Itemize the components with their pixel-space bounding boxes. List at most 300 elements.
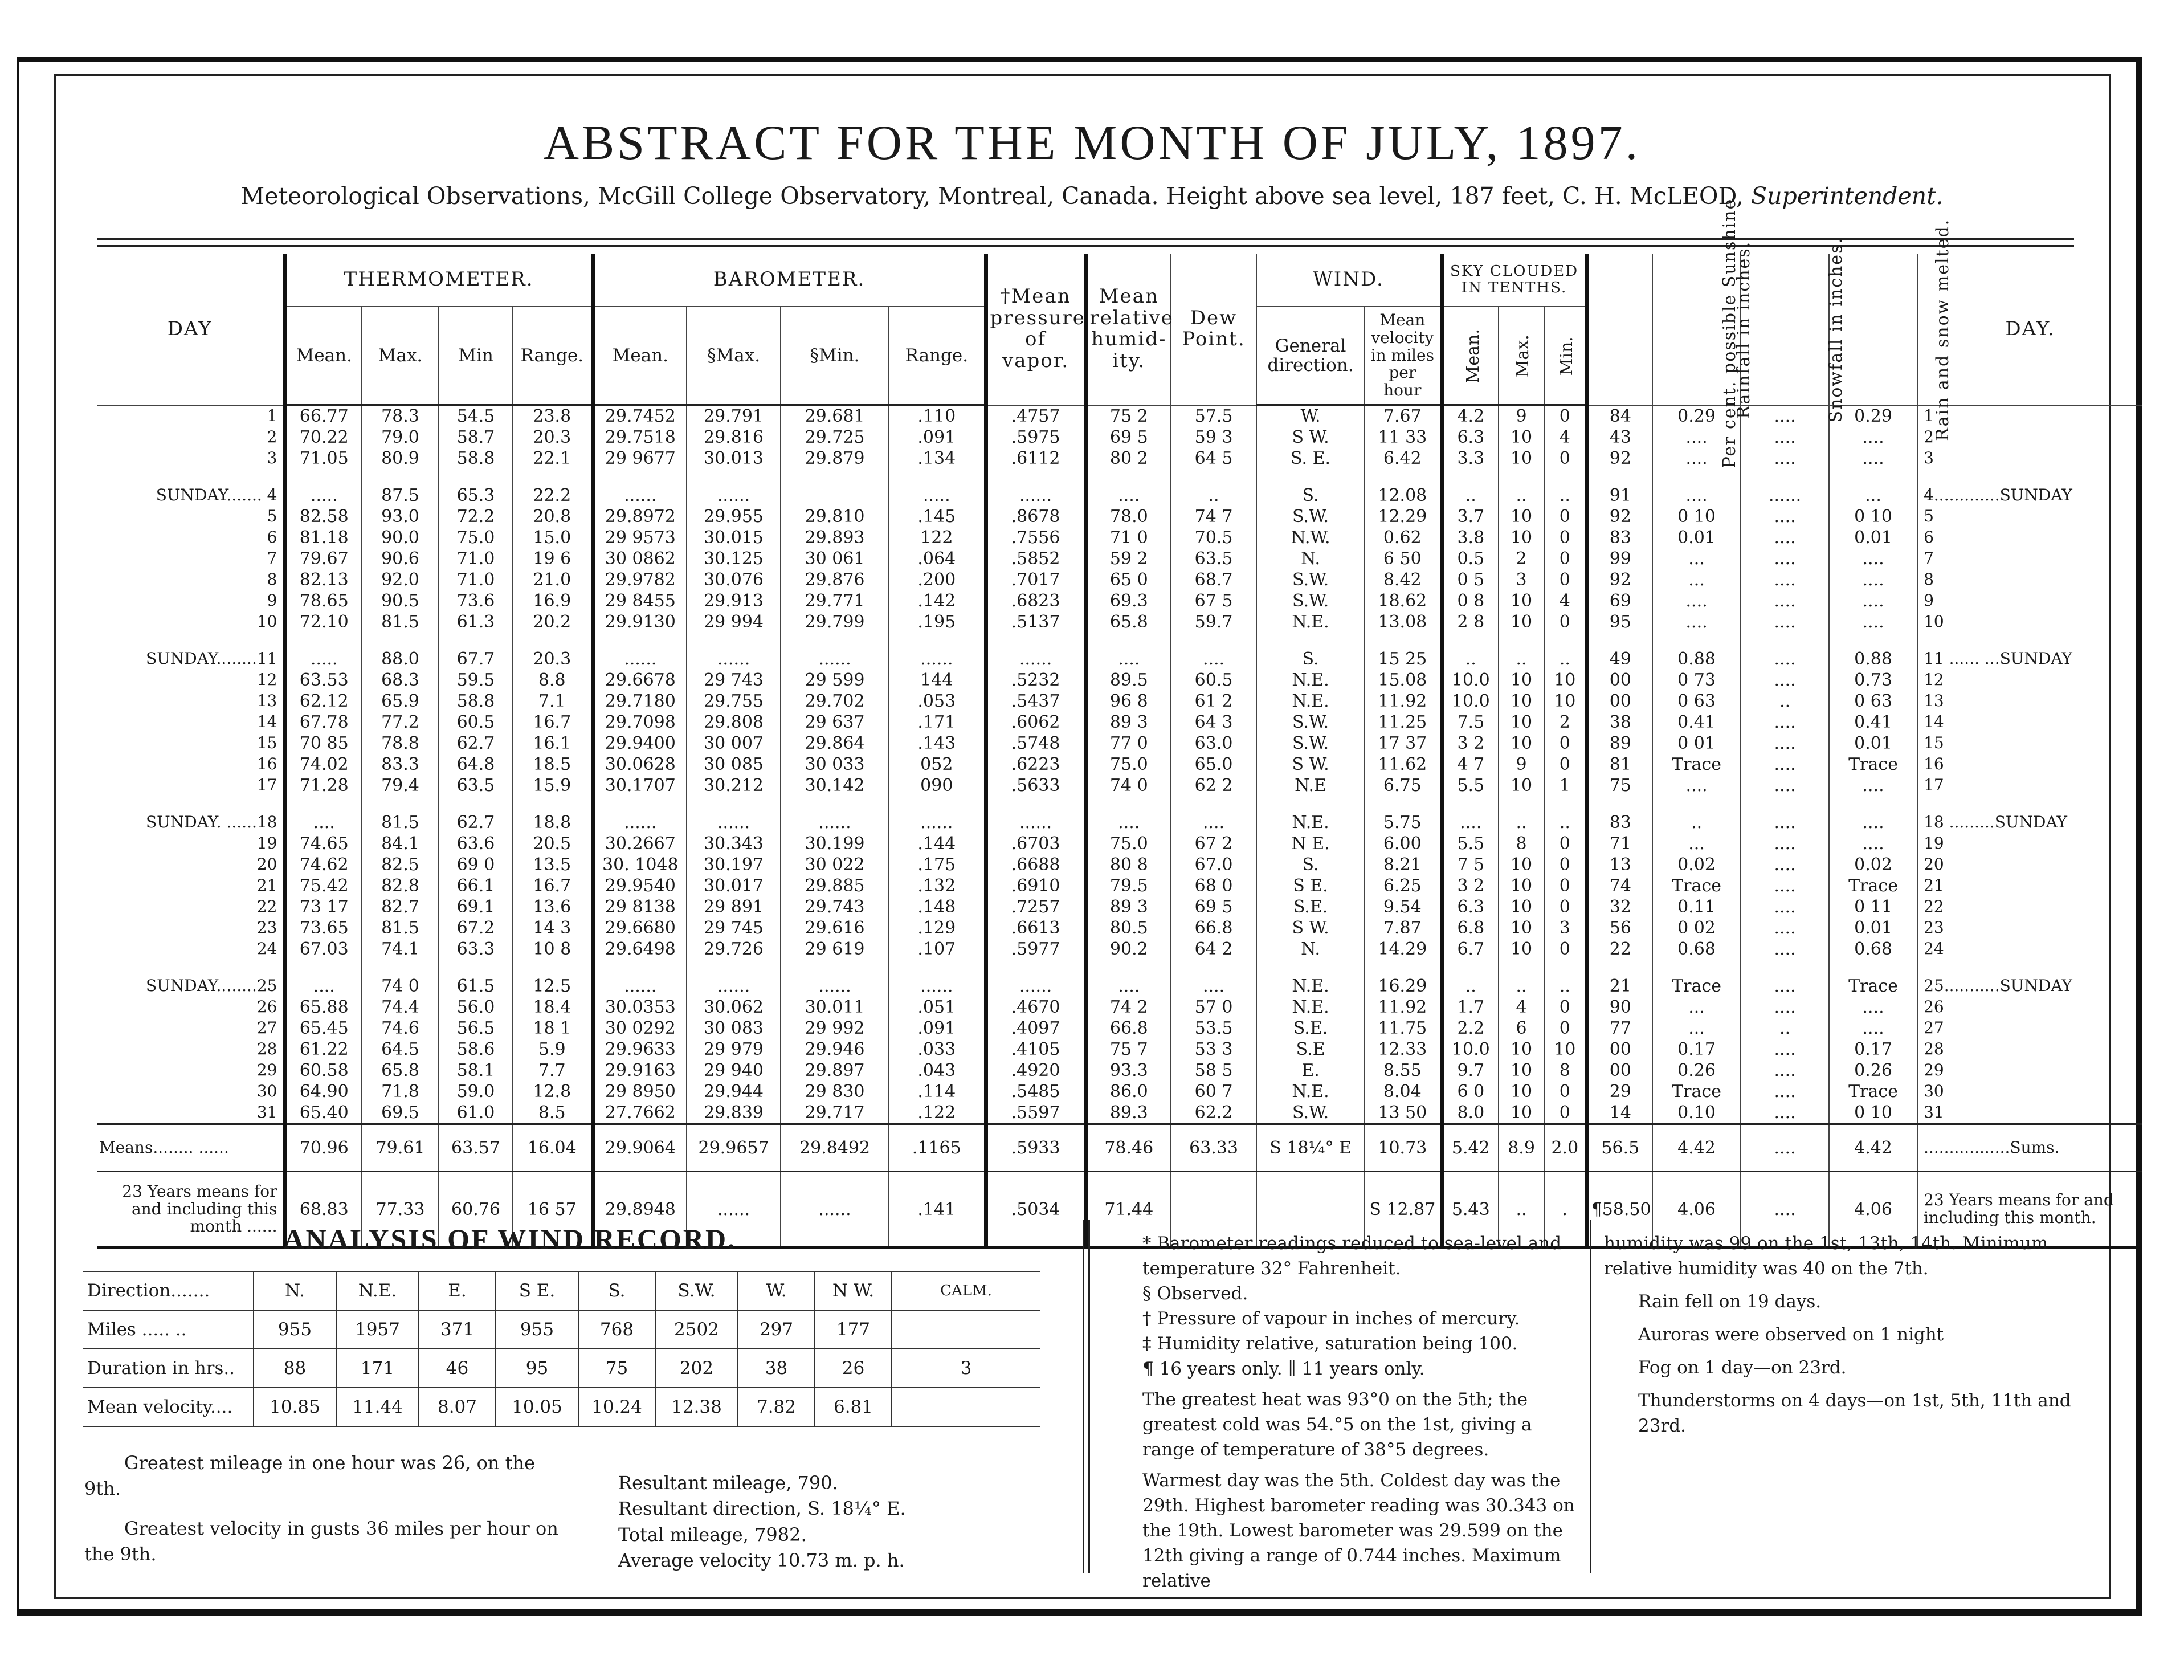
cell-sx: 10 — [1499, 448, 1544, 469]
cell-sm: 5.5 — [1442, 775, 1499, 796]
cell-tn: 58.1 — [439, 1060, 513, 1081]
cell-hu: 69.3 — [1085, 590, 1171, 611]
header-rain-snow: Rain and snow melted. — [1829, 254, 1917, 405]
spacer-cell — [1652, 469, 1741, 485]
year-means-bm: 29.8948 — [593, 1172, 687, 1248]
day-label-right: 25...........SUNDAY — [1917, 976, 2142, 997]
year-means-tm: 68.83 — [285, 1172, 362, 1248]
cell-wd: N. — [1256, 939, 1365, 960]
spacer-cell — [1499, 633, 1544, 649]
cell-wd: E. — [1256, 1060, 1365, 1081]
cell-sx: 10 — [1499, 775, 1544, 796]
means-tn: 63.57 — [439, 1124, 513, 1172]
cell-rs: 0.01 — [1829, 918, 1917, 939]
miles-row-value: 371 — [419, 1310, 496, 1349]
duration-row-value: 95 — [496, 1349, 578, 1388]
spacer-cell — [1652, 960, 1741, 976]
cell-dp: 64 2 — [1171, 939, 1256, 960]
spacer-cell — [439, 960, 513, 976]
cell-sx: 10 — [1499, 590, 1544, 611]
day-label: 31 — [256, 1103, 277, 1122]
cell-sm: 3.7 — [1442, 506, 1499, 527]
cell-rf: ... — [1652, 997, 1741, 1018]
cell-sf: .... — [1741, 670, 1829, 691]
cell-sm: .... — [1442, 812, 1499, 833]
header-wind-direction: General direction. — [1256, 307, 1365, 405]
cell-sn: 0 — [1544, 1102, 1587, 1124]
footnote-barometer: * Barometer readings reduced to sea-level and temperature 32° Fahrenheit. — [1142, 1233, 1562, 1279]
cell-tr: 19 6 — [513, 548, 593, 569]
spacer-row — [97, 960, 2142, 976]
cell-bn: 30 033 — [781, 754, 889, 775]
cell-tr: 8.5 — [513, 1102, 593, 1124]
cell-ss: 21 — [1587, 976, 1652, 997]
cell-bn: 29.864 — [781, 733, 889, 754]
cell-rf: Trace — [1652, 875, 1741, 896]
cell-sf: .... — [1741, 754, 1829, 775]
direction-row-value: N.E. — [336, 1271, 419, 1310]
cell-rs: Trace — [1829, 875, 1917, 896]
cell-bm: 29.8972 — [593, 506, 687, 527]
cell-bx: 29.913 — [687, 590, 781, 611]
spacer-cell — [593, 633, 687, 649]
cell-sm: 5.5 — [1442, 833, 1499, 854]
spacer-cell — [1544, 633, 1587, 649]
cell-sn: 0 — [1544, 1018, 1587, 1039]
spacer-cell — [1829, 469, 1917, 485]
day-label: 28 — [256, 1039, 277, 1059]
paragraph-warmest: Warmest day was the 5th. Coldest day was the 29th. Highest barometer reading was 30.343 on the 19th. Lowest barometer was 29.599 on the 12th giving a range of 0.744 inches. Maximum relative — [1142, 1470, 1575, 1592]
cell-ss: 74 — [1587, 875, 1652, 896]
table-row — [97, 754, 2142, 775]
cell-sm: 10.0 — [1442, 1039, 1499, 1060]
cell-hu: 78.0 — [1085, 506, 1171, 527]
cell-wv: 5.75 — [1365, 812, 1442, 833]
cell-bm: 29.9782 — [593, 569, 687, 590]
spacer-cell — [1544, 469, 1587, 485]
spacer-cell — [1499, 960, 1544, 976]
cell-tn: 56.0 — [439, 997, 513, 1018]
day-label-right: 8 — [1917, 569, 2142, 590]
cell-dp: 59 3 — [1171, 427, 1256, 448]
day-label: 29 — [256, 1061, 277, 1080]
spacer-cell — [1256, 469, 1365, 485]
table-row — [97, 775, 2142, 796]
cell-rs: 0.88 — [1829, 649, 1917, 670]
cell-rf: .. — [1652, 812, 1741, 833]
cell-rf: .... — [1652, 485, 1741, 506]
cell-bx: ...... — [687, 976, 781, 997]
cell-sx: 10 — [1499, 527, 1544, 548]
cell-rs: 0.17 — [1829, 1039, 1917, 1060]
means-tr: 16.04 — [513, 1124, 593, 1172]
day-label: 23 — [256, 918, 277, 937]
day-label: 19 — [256, 834, 277, 853]
header-sunshine: Per cent. possible Sunshine. — [1587, 254, 1652, 405]
cell-bm: 30.1707 — [593, 775, 687, 796]
cell-sn: 0 — [1544, 733, 1587, 754]
cell-tr: 20.5 — [513, 833, 593, 854]
cell-tn: 62.7 — [439, 733, 513, 754]
cell-ss: 38 — [1587, 712, 1652, 733]
cell-sm: 10.0 — [1442, 670, 1499, 691]
day-label-right: 16 — [1917, 754, 2142, 775]
day-label: SUNDAY........11 — [145, 649, 277, 668]
cell-sn: 2 — [1544, 712, 1587, 733]
cell-rs: 0.26 — [1829, 1060, 1917, 1081]
cell-sx: 6 — [1499, 1018, 1544, 1039]
cell-tn: 62.7 — [439, 812, 513, 833]
year-means-bx: ...... — [687, 1172, 781, 1248]
header-sky-mean: Mean. — [1442, 307, 1499, 405]
cell-bn — [781, 485, 889, 506]
cell-tr: 18.4 — [513, 997, 593, 1018]
day-label-right: 21 — [1917, 875, 2142, 896]
cell-wd: N.E. — [1256, 812, 1365, 833]
spacer-cell — [1085, 796, 1171, 812]
cell-ss: 83 — [1587, 812, 1652, 833]
means-wd: S 18¼° E — [1256, 1124, 1365, 1172]
spacer-cell — [513, 633, 593, 649]
cell-rs: 0 10 — [1829, 506, 1917, 527]
table-row — [97, 485, 2142, 506]
means-sx: 8.9 — [1499, 1124, 1544, 1172]
day-label: 7 — [267, 549, 277, 568]
header-barometer: BAROMETER. — [593, 254, 986, 307]
cell-sx: 4 — [1499, 997, 1544, 1018]
cell-rs: 0.41 — [1829, 712, 1917, 733]
cell-ss: 81 — [1587, 754, 1652, 775]
table-row — [97, 670, 2142, 691]
cell-wv: 6.00 — [1365, 833, 1442, 854]
cell-tr: 21.0 — [513, 569, 593, 590]
spacer-cell — [1365, 633, 1442, 649]
cell-sf: .... — [1741, 712, 1829, 733]
spacer-row — [97, 796, 2142, 812]
cell-tx: 64.5 — [362, 1039, 439, 1060]
cell-rf: 0.41 — [1652, 712, 1741, 733]
footnote-years: ¶ 16 years only. ∥ 11 years only. — [1142, 1359, 1425, 1380]
cell-wv: 13.08 — [1365, 611, 1442, 633]
cell-bx: 29 940 — [687, 1060, 781, 1081]
cell-rs: 0.68 — [1829, 939, 1917, 960]
cell-tm: 79.67 — [285, 548, 362, 569]
cell-sf: .... — [1741, 997, 1829, 1018]
velocity-row-value: 10.85 — [254, 1388, 336, 1426]
cell-tn: 59.0 — [439, 1081, 513, 1102]
table-row — [97, 1081, 2142, 1102]
day-label: 13 — [256, 691, 277, 711]
cell-sf: .... — [1741, 1081, 1829, 1102]
cell-vp: .6703 — [986, 833, 1085, 854]
cell-rs: .... — [1829, 590, 1917, 611]
cell-br: .175 — [889, 854, 986, 875]
cell-sn: 10 — [1544, 691, 1587, 712]
velocity-row-value — [892, 1388, 1040, 1426]
cell-ss: 56 — [1587, 918, 1652, 939]
cell-bn: 29.717 — [781, 1102, 889, 1124]
cell-wd: S.W. — [1256, 1102, 1365, 1124]
cell-br: 090 — [889, 775, 986, 796]
spacer-cell — [362, 796, 439, 812]
spacer-cell — [1917, 796, 2142, 812]
cell-tx: 79.0 — [362, 427, 439, 448]
spacer-row — [97, 633, 2142, 649]
cell-sx: 10 — [1499, 939, 1544, 960]
cell-tn: 63.3 — [439, 939, 513, 960]
cell-sm: 0 5 — [1442, 569, 1499, 590]
cell-tr: 18.5 — [513, 754, 593, 775]
cell-sn: 0 — [1544, 854, 1587, 875]
note-greatest-mileage: Greatest mileage in one hour was 26, on the 9th. — [84, 1452, 536, 1500]
cell-tn: 56.5 — [439, 1018, 513, 1039]
cell-bn: 29 992 — [781, 1018, 889, 1039]
spacer-cell — [1829, 796, 1917, 812]
header-sky: SKY CLOUDED IN TENTHS. — [1442, 254, 1587, 307]
cell-ss: 00 — [1587, 670, 1652, 691]
cell-sm: 1.7 — [1442, 997, 1499, 1018]
cell-tx: 90.5 — [362, 590, 439, 611]
cell-dp: 68 0 — [1171, 875, 1256, 896]
cell-wv: 11.92 — [1365, 997, 1442, 1018]
cell-bm: 29.6678 — [593, 670, 687, 691]
cell-tx: 65.9 — [362, 691, 439, 712]
spacer-cell — [1365, 469, 1442, 485]
cell-sx: 10 — [1499, 611, 1544, 633]
spacer-cell — [1544, 960, 1587, 976]
cell-bm: 29.7180 — [593, 691, 687, 712]
cell-rs: Trace — [1829, 976, 1917, 997]
cell-rf: 0 73 — [1652, 670, 1741, 691]
cell-bx: 30.212 — [687, 775, 781, 796]
cell-hu: 89.5 — [1085, 670, 1171, 691]
table-row — [97, 918, 2142, 939]
spacer-cell — [1829, 960, 1917, 976]
header-therm-max: Max. — [362, 307, 439, 405]
cell-sm: 2.2 — [1442, 1018, 1499, 1039]
spacer-cell — [593, 469, 687, 485]
rule-top-1 — [97, 238, 2074, 240]
cell-dp: 62.2 — [1171, 1102, 1256, 1124]
year-means-br: .141 — [889, 1172, 986, 1248]
spacer-cell — [1741, 960, 1829, 976]
spacer-cell — [439, 796, 513, 812]
divider-1a — [1083, 1220, 1084, 1573]
cell-ss: 92 — [1587, 506, 1652, 527]
day-label-right: 3 — [1917, 448, 2142, 469]
miles-row-value: 2502 — [655, 1310, 738, 1349]
spacer-cell — [986, 469, 1085, 485]
day-label-right: 27 — [1917, 1018, 2142, 1039]
spacer-cell — [1829, 633, 1917, 649]
cell-br: .091 — [889, 1018, 986, 1039]
cell-rs: .... — [1829, 427, 1917, 448]
divider-1b — [1088, 1220, 1090, 1573]
cell-tn: 58.8 — [439, 691, 513, 712]
duration-row-value: 171 — [336, 1349, 419, 1388]
cell-ss: 83 — [1587, 527, 1652, 548]
means-dp: 63.33 — [1171, 1124, 1256, 1172]
day-label-right: 18 .........SUNDAY — [1917, 812, 2142, 833]
cell-hu: 75.0 — [1085, 754, 1171, 775]
direction-row-value: N. — [254, 1271, 336, 1310]
cell-vp: .7556 — [986, 527, 1085, 548]
resultant-mileage: Resultant mileage, 790. — [618, 1472, 838, 1494]
spacer-cell — [97, 960, 285, 976]
cell-ss: 69 — [1587, 590, 1652, 611]
cell-sm: 9.7 — [1442, 1060, 1499, 1081]
means-bn: 29.8492 — [781, 1124, 889, 1172]
cell-br: .122 — [889, 1102, 986, 1124]
day-label: 26 — [256, 997, 277, 1017]
cell-br: .144 — [889, 833, 986, 854]
cell-rs: 0.73 — [1829, 670, 1917, 691]
cell-tx: 69.5 — [362, 1102, 439, 1124]
cell-dp: .. — [1171, 485, 1256, 506]
cell-bn: 29 599 — [781, 670, 889, 691]
day-label: 12 — [256, 670, 277, 690]
table-row — [97, 712, 2142, 733]
day-label-right: 30 — [1917, 1081, 2142, 1102]
cell-ss: 99 — [1587, 548, 1652, 569]
cell-wv: 8.55 — [1365, 1060, 1442, 1081]
cell-hu: .... — [1085, 649, 1171, 670]
cell-bx: 29 743 — [687, 670, 781, 691]
cell-sm: 7 5 — [1442, 854, 1499, 875]
cell-bx: 29.816 — [687, 427, 781, 448]
cell-sm: 6 0 — [1442, 1081, 1499, 1102]
cell-dp: 74 7 — [1171, 506, 1256, 527]
paragraph-heat: The greatest heat was 93°0 on the 5th; the greatest cold was 54.°5 on the 1st, giving a range of temperature of 38°5 degrees. — [1142, 1389, 1532, 1461]
cell-tm: 82.58 — [285, 506, 362, 527]
cell-tm: 67.03 — [285, 939, 362, 960]
cell-tm: 61.22 — [285, 1039, 362, 1060]
cell-tr: 23.8 — [513, 405, 593, 427]
year-means-tr: 16 57 — [513, 1172, 593, 1248]
cell-sx: 10 — [1499, 733, 1544, 754]
cell-bn: ...... — [781, 649, 889, 670]
cell-sm: 6.3 — [1442, 427, 1499, 448]
cell-bx: 30.076 — [687, 569, 781, 590]
table-row — [97, 1102, 2142, 1124]
table-row — [97, 733, 2142, 754]
cell-wv: 16.29 — [1365, 976, 1442, 997]
cell-wv: 15.08 — [1365, 670, 1442, 691]
note-resultants — [618, 1470, 1063, 1574]
header-therm-mean: Mean. — [285, 307, 362, 405]
cell-wd: S E. — [1256, 875, 1365, 896]
cell-rs: 0.29 — [1829, 405, 1917, 427]
cell-tm: .... — [285, 812, 362, 833]
cell-sm: 2 8 — [1442, 611, 1499, 633]
cell-tm: ..... — [285, 485, 362, 506]
day-label: 15 — [256, 733, 277, 753]
duration-row-value: 3 — [892, 1349, 1040, 1388]
spacer-cell — [1499, 796, 1544, 812]
cell-sf: .... — [1741, 649, 1829, 670]
cell-tn: 63.5 — [439, 775, 513, 796]
cell-tm: 70 85 — [285, 733, 362, 754]
cell-br: .053 — [889, 691, 986, 712]
cell-tm: 64.90 — [285, 1081, 362, 1102]
cell-sx: 10 — [1499, 506, 1544, 527]
cell-wd: S.E — [1256, 1039, 1365, 1060]
cell-rf: 0 02 — [1652, 918, 1741, 939]
cell-tn: 61.5 — [439, 976, 513, 997]
spacer-cell — [1085, 469, 1171, 485]
cell-vp: .5485 — [986, 1081, 1085, 1102]
miles-row-label: Miles ..... .. — [83, 1310, 254, 1349]
cell-tr: 18 1 — [513, 1018, 593, 1039]
cell-wv: 6.75 — [1365, 775, 1442, 796]
spacer-cell — [1442, 633, 1499, 649]
cell-tx: 92.0 — [362, 569, 439, 590]
cell-ss: 29 — [1587, 1081, 1652, 1102]
day-label: 3 — [267, 448, 277, 468]
cell-sx: 10 — [1499, 1060, 1544, 1081]
cell-bm: 30.0353 — [593, 997, 687, 1018]
year-means-hu: 71.44 — [1085, 1172, 1171, 1248]
cell-rf: ... — [1652, 569, 1741, 590]
cell-tm: 82.13 — [285, 569, 362, 590]
cell-hu: 89.3 — [1085, 1102, 1171, 1124]
cell-tx: 87.5 — [362, 485, 439, 506]
cell-bx: ...... — [687, 649, 781, 670]
cell-tm: ..... — [285, 649, 362, 670]
cell-vp: .5137 — [986, 611, 1085, 633]
cell-bm: 27.7662 — [593, 1102, 687, 1124]
cell-sx: 10 — [1499, 427, 1544, 448]
cell-bm: 29 8455 — [593, 590, 687, 611]
cell-tn: 69 0 — [439, 854, 513, 875]
cell-tx: 80.9 — [362, 448, 439, 469]
cell-vp: .5633 — [986, 775, 1085, 796]
spacer-row — [97, 469, 2142, 485]
day-label-right: 6 — [1917, 527, 2142, 548]
cell-wv: 13 50 — [1365, 1102, 1442, 1124]
cell-tn: 63.6 — [439, 833, 513, 854]
cell-sn: 0 — [1544, 569, 1587, 590]
miles-row-value: 955 — [496, 1310, 578, 1349]
cell-dp: 67 5 — [1171, 590, 1256, 611]
cell-br: .148 — [889, 896, 986, 918]
cell-rs: Trace — [1829, 1081, 1917, 1102]
cell-rf: 0 63 — [1652, 691, 1741, 712]
table-row — [97, 833, 2142, 854]
cell-bm: 29.7518 — [593, 427, 687, 448]
cell-wv: 14.29 — [1365, 939, 1442, 960]
cell-sx: 10 — [1499, 918, 1544, 939]
cell-wv: 6 50 — [1365, 548, 1442, 569]
cell-sm: .. — [1442, 976, 1499, 997]
means-rs: 4.42 — [1829, 1124, 1917, 1172]
year-means-tx: 77.33 — [362, 1172, 439, 1248]
cell-dp: .... — [1171, 812, 1256, 833]
cell-dp: 64 3 — [1171, 712, 1256, 733]
spacer-cell — [1587, 796, 1652, 812]
cell-rs: 0 10 — [1829, 1102, 1917, 1124]
cell-tn: 58.8 — [439, 448, 513, 469]
cell-tm: 65.45 — [285, 1018, 362, 1039]
page-title: ABSTRACT FOR THE MONTH OF JULY, 1897. — [543, 115, 1641, 170]
day-label-right: 10 — [1917, 611, 2142, 633]
cell-hu: 93.3 — [1085, 1060, 1171, 1081]
cell-sf: .... — [1741, 448, 1829, 469]
spacer-cell — [889, 633, 986, 649]
cell-tn: 75.0 — [439, 527, 513, 548]
header-rainfall: Rainfall in inches. — [1652, 254, 1741, 405]
cell-bm: 29.7098 — [593, 712, 687, 733]
